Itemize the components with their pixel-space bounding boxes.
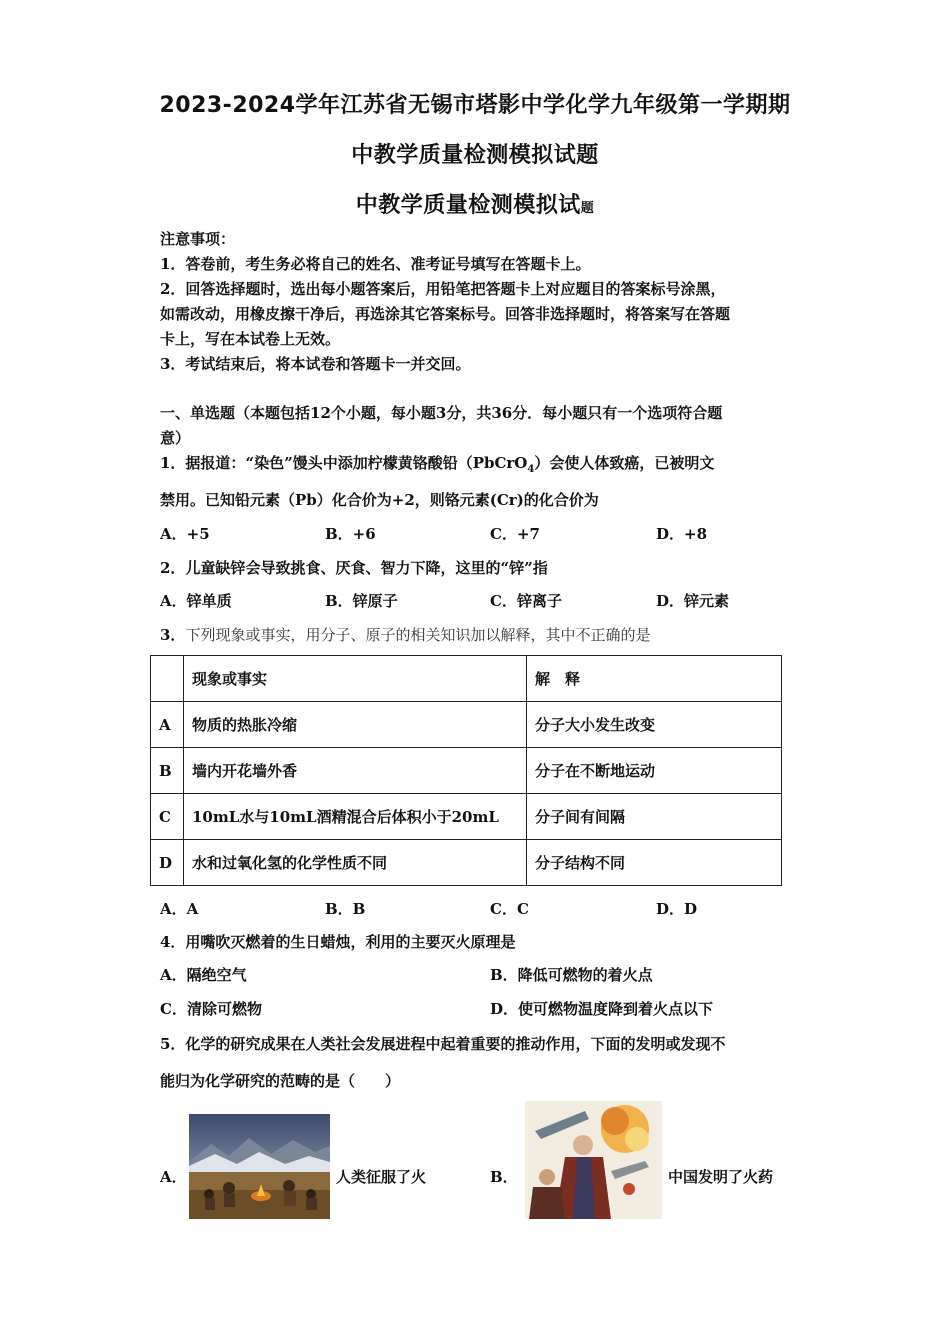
q1-stem-line1 [160,452,714,475]
q2-option-d: D．锌元素 [656,592,730,610]
page-title-line2: 中教学质量检测模拟试题 [351,143,599,168]
q2-option-b: B．锌原子 [325,592,398,610]
table-row [151,748,782,794]
table-cell: 分子大小发生改变 [527,702,782,748]
table-cell: 分子结构不同 [527,840,782,886]
q5-option-a-letter: A． [160,1168,187,1186]
q1-stem-sub: 4 [527,464,535,475]
table-cell [151,656,184,702]
q5-stem-line1: 5．化学的研究成果在人类社会发展进程中起着重要的推动作用，下面的发明或发现不 [160,1035,726,1053]
q5-option-b-text: 中国发明了火药 [668,1168,774,1186]
notice-heading: 注意事项： [160,230,236,248]
title-line3-small: 题 [580,201,595,216]
q4-option-c: C．清除可燃物 [160,1000,262,1018]
table-cell: C [151,794,184,840]
section-heading: 一、单选题（本题包括12个小题，每小题3分，共36分．每小题只有一个选项符合题 [160,404,723,422]
q2-option-c: C．锌离子 [490,592,562,610]
notice-item: 3．考试结束后，将本试卷和答题卡一并交回。 [160,355,471,373]
q5-stem-line2: 能归为化学研究的范畴的是（ ） [160,1072,401,1090]
q2-stem: 2．儿童缺锌会导致挑食、厌食、智力下降，这里的“锌”指 [160,559,548,577]
table-row [151,702,782,748]
q1-option-b: B．+6 [325,525,376,543]
q4-option-b: B．降低可燃物的着火点 [490,966,653,984]
fire-illustration [189,1114,330,1219]
q1-option-a: A．+5 [160,525,210,543]
notice-item: 2．回答选择题时，选出每小题答案后，用铅笔把答题卡上对应题目的答案标号涂黑， [160,280,726,298]
q1-stem-pre: 1．据报道：“染色”馒头中添加柠檬黄铬酸铅（PbCrO [160,454,528,472]
notice-item: 卡上，写在本试卷上无效。 [160,330,341,348]
table-header-row [151,656,782,702]
q5-option-b-letter: B． [490,1168,518,1186]
q3-stem [160,624,650,645]
q4-stem: 4．用嘴吹灭燃着的生日蜡烛，利用的主要灭火原理是 [160,933,516,951]
table-row [151,840,782,886]
table-cell: 墙内开花墙外香 [184,748,527,794]
table-cell: 分子间有间隔 [527,794,782,840]
page-title-line3 [0,188,950,219]
q3-option-b: B．B [325,900,366,918]
q3-stem-text: 下列现象或事实，用分子、原子的相关知识加以解释，其中不正确的是 [185,626,651,644]
q2-option-a: A．锌单质 [160,592,232,610]
notice-item: 如需改动，用橡皮擦干净后，再选涂其它答案标号。回答非选择题时，将答案写在答题 [160,305,731,323]
table-row [151,794,782,840]
q3-option-c: C．C [490,900,529,918]
title-line3-main: 中教学质量检测模拟试 [355,193,581,218]
section-heading-cont: 意） [160,429,191,447]
q1-option-c: C．+7 [490,525,540,543]
table-cell: 10mL水与10mL酒精混合后体积小于20mL [184,794,527,840]
q1-stem-line2: 禁用。已知铅元素（Pb）化合价为+2，则铬元素(Cr)的化合价为 [160,491,599,509]
table-cell: 物质的热胀冷缩 [184,702,527,748]
table-header-cell: 现象或事实 [184,656,527,702]
table-cell: A [151,702,184,748]
q3-table [150,655,782,886]
page-title-line1: 2023-2024学年江苏省无锡市塔影中学化学九年级第一学期期 [159,93,791,118]
q5-option-a-text: 人类征服了火 [336,1168,427,1186]
notice-item: 1．答卷前，考生务必将自己的姓名、准考证号填写在答题卡上。 [160,255,591,273]
table-header-cell: 解 释 [527,656,782,702]
q3-option-a: A．A [160,900,199,918]
table-cell: B [151,748,184,794]
table-cell: D [151,840,184,886]
gunpowder-illustration [525,1101,662,1219]
table-cell: 水和过氧化氢的化学性质不同 [184,840,527,886]
q4-option-d: D．使可燃物温度降到着火点以下 [490,1000,714,1018]
q3-number: 3． [160,626,186,644]
table-cell: 分子在不断地运动 [527,748,782,794]
q4-option-a: A．隔绝空气 [160,966,247,984]
q3-option-d: D．D [656,900,698,918]
gunpowder-image [525,1101,662,1219]
q1-stem-post: ）会使人体致癌，已被明文 [534,454,715,472]
prehistoric-fire-image [189,1114,330,1219]
q1-option-d: D．+8 [656,525,708,543]
